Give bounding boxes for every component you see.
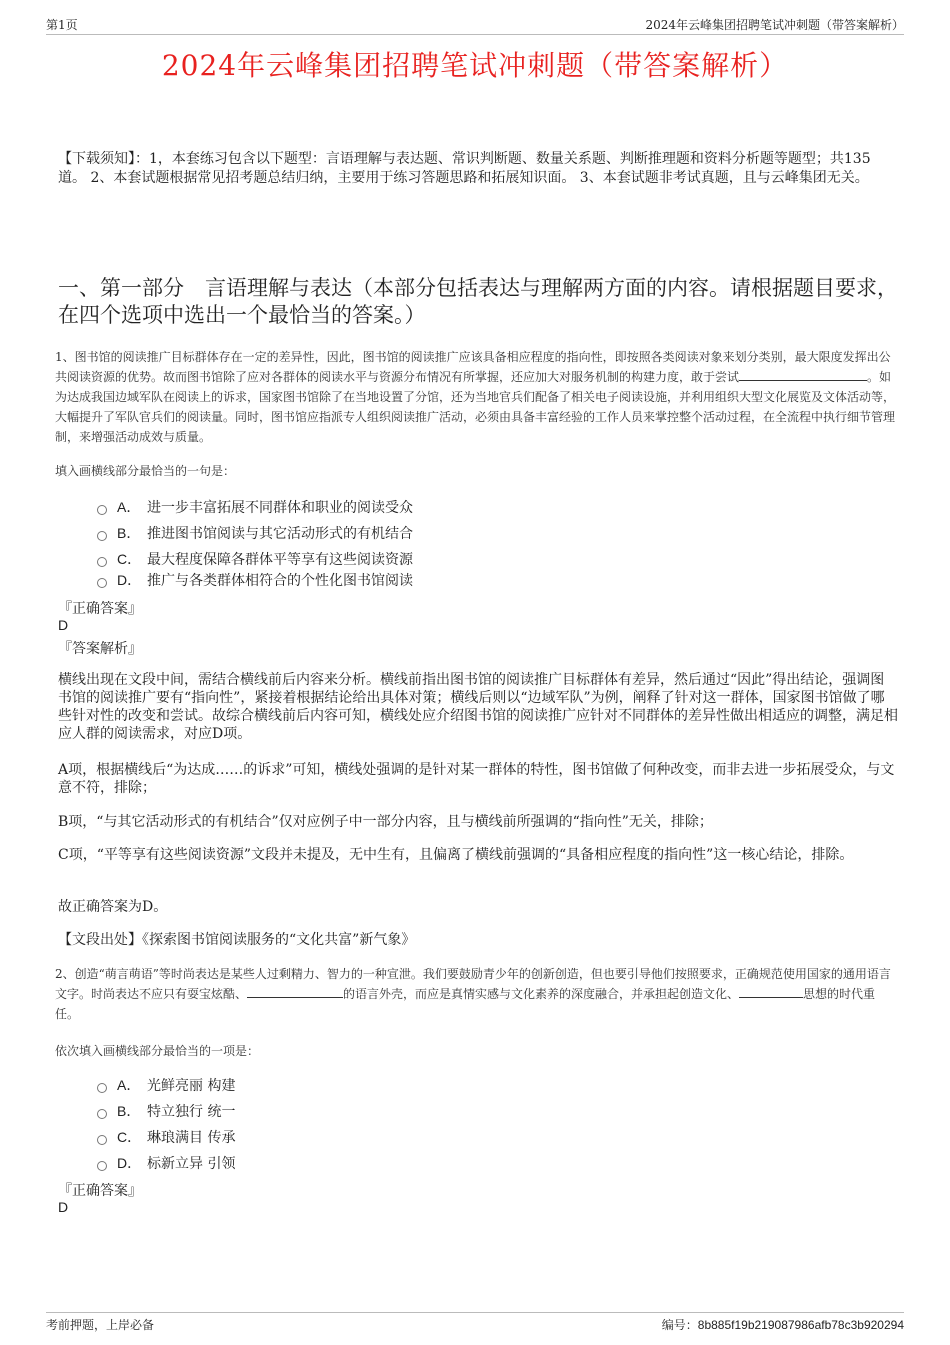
question-2-option-b[interactable] — [97, 1101, 235, 1121]
option-letter: C． — [117, 1129, 142, 1145]
question-1-text-part-1: 1、图书馆的阅读推广目标群体存在一定的差异性，因此，图书馆的阅读推广应该具备相应程度的指向性，即按照各类阅读对象来划分类别，最大限度发挥出公共阅读资源的优势。故而图书馆除了应对各群体的阅读水平与资源分布情况有所掌握，还应加大对服务机制的构建力度，敢于尝试 — [55, 350, 891, 384]
question-2-text — [55, 964, 898, 1024]
option-letter: A． — [117, 1077, 141, 1093]
passage-source: 【文段出处】《探索图书馆阅读服务的“文化共富”新气象》 — [58, 932, 416, 948]
document-code-value: 8b885f19b219087986afb78c3b920294 — [697, 1318, 904, 1332]
page-header — [46, 14, 904, 35]
question-2-text-part-2: 的语言外壳，而应是真情实感与文化素养的深度融合，并承担起创造文化、 — [343, 987, 740, 1001]
option-text: 推进图书馆阅读与其它活动形式的有机结合 — [147, 526, 413, 542]
analysis-paragraph: 横线出现在文段中间，需结合横线前后内容来分析。横线前指出图书馆的阅读推广目标群体有差异，然后通过“因此”得出结论，强调图书馆的阅读推广要有“指向性”，紧接着根据结论给出具体对策；横线后则以“边域军队”为例，阐释了针对这一群体，国家图书馆做了哪些针对性的改变和尝试。故综合横线前后内容可知，横线处应介绍图书馆的阅读推广应针对不同群体的差异性做出相适应的调整，满足相应人群的阅读需求，对应D项。 — [58, 672, 898, 742]
document-title: 2024年云峰集团招聘笔试冲刺题（带答案解析） — [161, 49, 789, 82]
page-footer — [46, 1312, 904, 1335]
question-2-prompt: 依次填入画横线部分最恰当的一项是： — [55, 1044, 260, 1058]
radio-icon[interactable] — [97, 531, 107, 541]
radio-icon[interactable] — [97, 1161, 107, 1171]
option-letter: C． — [117, 551, 142, 567]
footer-slogan: 考前押题，上岸必备 — [46, 1318, 155, 1332]
option-letter: B． — [117, 1103, 141, 1119]
option-text: 最大程度保障各群体平等享有这些阅读资源 — [147, 552, 413, 568]
radio-icon[interactable] — [97, 557, 107, 567]
option-text: 琳琅满目 传承 — [147, 1130, 236, 1146]
option-text: 推广与各类群体相符合的个性化图书馆阅读 — [147, 573, 413, 589]
radio-icon[interactable] — [97, 1109, 107, 1119]
page-number: 第1页 — [46, 18, 78, 32]
question-2-text-part-3: 思想的时代重任。 — [55, 987, 876, 1021]
option-letter: A． — [117, 499, 141, 515]
answer-blank — [739, 985, 803, 998]
document-code — [662, 1316, 904, 1333]
option-letter: D． — [117, 572, 142, 588]
question-1-option-c[interactable] — [97, 549, 413, 569]
document-code-label: 编号： — [661, 1318, 698, 1332]
answer-blank — [247, 985, 343, 998]
radio-icon[interactable] — [97, 1135, 107, 1145]
correct-answer-label: 『正确答案』 — [58, 601, 142, 617]
option-letter: D． — [117, 1155, 142, 1171]
radio-icon[interactable] — [97, 1083, 107, 1093]
download-notice: 【下载须知】：1，本套练习包含以下题型：言语理解与表达题、常识判断题、数量关系题、判断推理题和资料分析题等题型；共135道。 2、本套试题根据常见招考题总结归纳，主要用于练习答题思路和拓展知识面。 3、本套试题非考试真题，且与云峰集团无关。 — [58, 151, 871, 186]
option-text: 标新立异 引领 — [147, 1156, 236, 1172]
correct-answer-label: 『正确答案』 — [58, 1183, 142, 1199]
question-1-prompt: 填入画横线部分最恰当的一句是： — [55, 464, 236, 478]
question-1-option-d[interactable] — [97, 570, 413, 590]
option-letter: B． — [117, 525, 141, 541]
question-2-option-a[interactable] — [97, 1075, 235, 1095]
analysis-label: 『答案解析』 — [58, 641, 142, 657]
question-1-text-part-2: 。如为达成我国边域军队在阅读上的诉求，国家图书馆除了在当地设置了分馆，还为当地官兵们配备了相关电子阅读设施，并利用组织大型文化展览及文体活动等，大幅提升了军队官兵们的阅读量。同时，图书馆应指派专人组织阅读推广活动，必须由具备丰富经验的工作人员来掌控整个活动过程，在全流程中执行细节管理制，来增强活动成效与质量。 — [55, 370, 896, 444]
correct-answer-value: D — [58, 1199, 69, 1215]
header-doc-title: 2024年云峰集团招聘笔试冲刺题（带答案解析） — [645, 18, 904, 32]
analysis-paragraph: B项，“与其它活动形式的有机结合”仅对应例子中一部分内容，且与横线前所强调的“指向性”无关，排除； — [58, 814, 713, 830]
question-2-option-c[interactable] — [97, 1127, 235, 1147]
option-text: 进一步丰富拓展不同群体和职业的阅读受众 — [147, 500, 413, 516]
question-1-option-a[interactable] — [97, 497, 413, 517]
question-1-text — [55, 347, 898, 447]
analysis-conclusion: 故正确答案为D。 — [58, 899, 168, 915]
section-heading: 一、第一部分 言语理解与表达（本部分包括表达与理解两方面的内容。请根据题目要求，在四个选项中选出一个最恰当的答案。） — [58, 276, 898, 327]
question-1-option-b[interactable] — [97, 523, 413, 543]
radio-icon[interactable] — [97, 505, 107, 515]
correct-answer-value: D — [58, 617, 69, 633]
radio-icon[interactable] — [97, 578, 107, 588]
analysis-paragraph: C项，“平等享有这些阅读资源”文段并未提及，无中生有，且偏离了横线前强调的“具备相应程度的指向性”这一核心结论，排除。 — [58, 847, 854, 863]
analysis-paragraph: A项，根据横线后“为达成……的诉求”可知，横线处强调的是针对某一群体的特性，图书馆做了何种改变，而非去进一步拓展受众，与文意不符，排除； — [58, 762, 895, 796]
answer-blank — [739, 368, 867, 381]
option-text: 光鲜亮丽 构建 — [147, 1078, 236, 1094]
question-2-option-d[interactable] — [97, 1153, 235, 1173]
question-2-text-part-1: 2、创造“萌言萌语”等时尚表达是某些人过剩精力、智力的一种宣泄。我们要鼓励青少年的创新创造，但也要引导他们按照要求，正确规范使用国家的通用语言文字。时尚表达不应只有耍宝炫酷、 — [55, 967, 891, 1001]
option-text: 特立独行 统一 — [147, 1104, 236, 1120]
